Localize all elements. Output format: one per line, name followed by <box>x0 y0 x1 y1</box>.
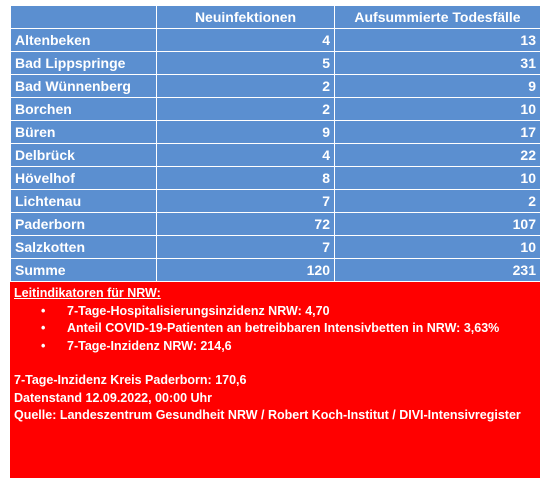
row-new-infections: 5 <box>157 52 335 75</box>
row-name: Bad Lippspringe <box>11 52 157 75</box>
row-total-deaths: 9 <box>335 75 541 98</box>
row-name: Borchen <box>11 98 157 121</box>
table-header-row <box>11 6 541 29</box>
bullet-icon: • <box>41 303 46 318</box>
header-municipality <box>11 6 157 29</box>
row-name: Büren <box>11 121 157 144</box>
indicator-list <box>14 303 536 356</box>
bullet-icon: • <box>41 321 46 335</box>
sum-label: Summe <box>11 259 157 282</box>
table-row <box>11 167 541 190</box>
data-date: Datenstand 12.09.2022, 00:00 Uhr <box>14 390 213 405</box>
row-name: Bad Wünnenberg <box>11 75 157 98</box>
indicator-hospitalization: 7-Tage-Hospitalisierungsinzidenz NRW: 4,70 <box>67 303 330 318</box>
row-total-deaths: 17 <box>335 121 541 144</box>
row-total-deaths: 10 <box>335 167 541 190</box>
table-row <box>11 190 541 213</box>
data-source: Quelle: Landeszentrum Gesundheit NRW / Robert Koch-Institut / DIVI-Intensivregister <box>14 408 521 422</box>
table-row <box>11 236 541 259</box>
row-name: Paderborn <box>11 213 157 236</box>
table-sum-row <box>11 259 541 282</box>
list-item <box>41 303 536 321</box>
row-new-infections: 7 <box>157 236 335 259</box>
spacer <box>14 355 536 372</box>
row-total-deaths: 2 <box>335 190 541 213</box>
row-total-deaths: 107 <box>335 213 541 236</box>
table-row <box>11 75 541 98</box>
row-name: Hövelhof <box>11 167 157 190</box>
bullet-icon: • <box>41 338 46 353</box>
table-row <box>11 52 541 75</box>
row-new-infections: 8 <box>157 167 335 190</box>
row-name: Altenbeken <box>11 29 157 52</box>
district-incidence: 7-Tage-Inzidenz Kreis Paderborn: 170,6 <box>14 373 247 387</box>
sum-new-infections: 120 <box>157 259 335 282</box>
header-new-infections: Neuinfektionen <box>157 6 335 29</box>
row-new-infections: 9 <box>157 121 335 144</box>
row-total-deaths: 10 <box>335 236 541 259</box>
row-name: Delbrück <box>11 144 157 167</box>
row-total-deaths: 13 <box>335 29 541 52</box>
row-new-infections: 2 <box>157 75 335 98</box>
indicator-heading: Leitindikatoren für NRW: <box>14 286 161 300</box>
table-row <box>11 144 541 167</box>
document <box>10 5 540 478</box>
sum-total-deaths: 231 <box>335 259 541 282</box>
indicator-icu-share: Anteil COVID-19-Patienten an betreibbaren Intensivbetten in NRW: 3,63% <box>67 321 500 335</box>
row-new-infections: 2 <box>157 98 335 121</box>
row-total-deaths: 10 <box>335 98 541 121</box>
row-new-infections: 4 <box>157 29 335 52</box>
row-name: Lichtenau <box>11 190 157 213</box>
statistics-table <box>10 5 541 282</box>
row-new-infections: 7 <box>157 190 335 213</box>
row-new-infections: 72 <box>157 213 335 236</box>
table-row <box>11 121 541 144</box>
row-total-deaths: 31 <box>335 52 541 75</box>
row-new-infections: 4 <box>157 144 335 167</box>
list-item <box>41 338 536 356</box>
table-row <box>11 213 541 236</box>
row-name: Salzkotten <box>11 236 157 259</box>
row-total-deaths: 22 <box>335 144 541 167</box>
table-row <box>11 29 541 52</box>
table-row <box>11 98 541 121</box>
header-total-deaths: Aufsummierte Todesfälle <box>335 6 541 29</box>
indicator-box <box>10 282 540 478</box>
indicator-incidence-nrw: 7-Tage-Inzidenz NRW: 214,6 <box>67 338 232 353</box>
list-item <box>41 320 536 338</box>
